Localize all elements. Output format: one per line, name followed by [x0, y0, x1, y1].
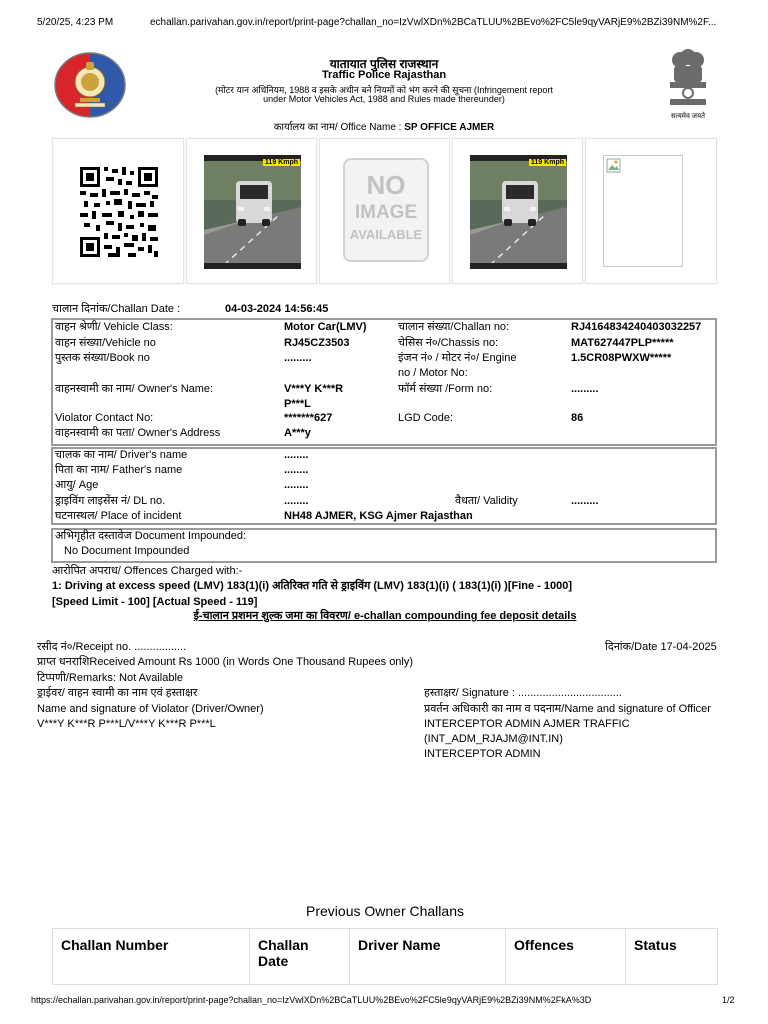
engine-label-1: इंजन नं० / मोटर नं०/ Engine — [398, 352, 517, 364]
remarks: टिप्पणी/Remarks: Not Available — [37, 672, 184, 684]
no-image-text-2: IMAGE — [354, 202, 418, 223]
father-name-label: पिता का नाम/ Father's name — [55, 464, 183, 476]
owner-name-value-2: P***L — [284, 398, 311, 410]
age-value: ........ — [284, 479, 309, 491]
contact-value: *******627 — [284, 412, 333, 424]
officer-name-3: INTERCEPTOR ADMIN — [424, 748, 541, 760]
previous-challans-title: Previous Owner Challans — [306, 903, 464, 919]
no-image-placeholder — [343, 158, 429, 262]
offences-label: आरोपित अपराध/ Offences Charged with:- — [52, 565, 243, 577]
owner-address-label: वाहनस्वामी का पता/ Owner's Address — [55, 427, 221, 439]
col-driver-name: Driver Name — [350, 929, 506, 985]
camera-photo-2 — [470, 155, 567, 269]
officer-name-2: (INT_ADM_RJAJM@INT.IN) — [424, 733, 563, 745]
print-datetime: 5/20/25, 4:23 PM — [37, 17, 114, 28]
vehicle-no-label: वाहन संख्या/Vehicle no — [55, 337, 156, 349]
speed-overlay-1: 119 Kmph — [264, 159, 298, 166]
chassis-label: चेसिस नं०/Chassis no: — [398, 337, 499, 349]
engine-value: 1.5CR08PWXW***** — [571, 352, 672, 364]
no-image-card — [319, 138, 450, 284]
place-value: NH48 AJMER, KSG Ajmer Rajasthan — [284, 510, 473, 522]
contact-label: Violator Contact No: — [55, 412, 154, 424]
challan-date-label: चालान दिनांक/Challan Date : — [52, 303, 181, 315]
national-emblem-icon — [660, 48, 716, 110]
owner-address-value: A***y — [284, 427, 311, 439]
violator-signature-hindi: ड्राईवर/ वाहन स्वामी का नाम एवं हस्ताक्षर — [37, 687, 198, 699]
engine-label-2: no / Motor No: — [398, 367, 468, 379]
office-label: कार्यालय का नाम/ Office Name : — [273, 122, 405, 133]
previous-challans-table — [52, 928, 718, 985]
print-url: echallan.parivahan.gov.in/report/print-page?challan_no=IzVwlXDn%2BCaTLUU%2BEvo%2FC5le9qyVARjE9%2BZi39NM%2F... — [150, 17, 717, 28]
chassis-value: MAT627447PLP***** — [571, 337, 674, 349]
received-amount: प्राप्त धनराशिReceived Amount Rs 1000 (in Words One Thousand Rupees only) — [37, 656, 414, 668]
office-name — [150, 119, 618, 133]
receipt-date: दिनांक/Date 17-04-2025 — [605, 641, 717, 653]
title-hindi: यातायात पुलिस राजस्थान — [329, 57, 439, 71]
col-challan-number: Challan Number — [53, 929, 250, 985]
broken-image-icon — [603, 155, 683, 267]
book-no-value: ......... — [284, 352, 312, 364]
impound-label: अभिगृहीत दस्तावेज Document Impounded: — [55, 530, 247, 542]
validity-label: वैधता/ Validity — [455, 495, 518, 507]
challan-no-label: चालान संख्या/Challan no: — [398, 321, 510, 333]
title-english: Traffic Police Rajasthan — [321, 69, 447, 81]
col-challan-date: Challan Date — [250, 929, 350, 985]
broken-image-card — [585, 138, 717, 284]
camera-photo-1 — [204, 155, 301, 269]
qr-code-icon — [80, 167, 158, 257]
violator-name: V***Y K***R P***L/V***Y K***R P***L — [37, 718, 216, 730]
speed-overlay-2: 119 Kmph — [530, 159, 564, 166]
owner-name-value-1: V***Y K***R — [284, 383, 344, 395]
officer-signature-label: प्रवर्तन अधिकारी का नाम व पदनाम/Name and signature of Officer — [424, 703, 711, 715]
emblem-caption: सत्यमेव जयते — [670, 113, 706, 120]
book-no-label: पुस्तक संख्या/Book no — [55, 352, 150, 364]
offence-line-2: [Speed Limit - 100] [Actual Speed - 119] — [52, 596, 258, 608]
camera-photo-card-1 — [186, 138, 317, 284]
offence-line-1: 1: Driving at excess speed (LMV) 183(1)(i) अतिरिक्त गति से ड्राइविंग (LMV) 183(1)(i) ( 183(1)(i) )[Fine - 1000] — [52, 580, 573, 592]
print-footer-url: https://echallan.parivahan.gov.in/report/print-page?challan_no=IzVwlXDn%2BCaTLUU%2BEvo%2FC5le9qyVARjE9%2BZi39NM%2FkA%3D — [31, 995, 592, 1005]
col-status: Status — [626, 929, 718, 985]
challan-no-value: RJ4164834240403032257 — [571, 321, 702, 333]
office-value: SP OFFICE AJMER — [404, 122, 495, 133]
dl-no-value: ........ — [284, 495, 309, 507]
rajasthan-police-logo — [53, 52, 127, 118]
subtitle-line-1: (मोटर यान अधिनियम, 1988 व इसके अधीन बने नियमों को भंग करने की सूचना (Infringement report — [215, 85, 553, 95]
driver-name-label: चालक का नाम/ Driver's name — [55, 449, 188, 461]
camera-photo-card-2 — [452, 138, 583, 284]
no-image-text-3: AVAILABLE — [349, 227, 423, 242]
age-label: आयु/ Age — [55, 479, 99, 491]
violator-signature-english: Name and signature of Violator (Driver/Owner) — [37, 703, 264, 715]
vehicle-class-value: Motor Car(LMV) — [284, 321, 367, 333]
vehicle-no-value: RJ45CZ3503 — [284, 337, 350, 349]
lgd-code-label: LGD Code: — [398, 412, 454, 424]
challan-date-value: 04-03-2024 14:56:45 — [225, 303, 329, 315]
validity-value: ......... — [571, 495, 599, 507]
owner-name-label: वाहनस्वामी का नाम/ Owner's Name: — [55, 383, 214, 395]
form-no-value: ......... — [571, 383, 599, 395]
dl-no-label: ड्राइविंग लाइसेंस नं/ DL no. — [55, 495, 166, 507]
print-page-number: 1/2 — [722, 995, 735, 1005]
driver-name-value: ........ — [284, 449, 309, 461]
subtitle-line-2: under Motor Vehicles Act, 1988 and Rules made thereunder) — [263, 94, 505, 104]
no-image-text-1: NO — [366, 170, 406, 200]
qr-code-card — [52, 138, 184, 284]
signature-label: हस्ताक्षर/ Signature : .................................. — [424, 687, 622, 699]
vehicle-class-label: वाहन श्रेणी/ Vehicle Class: — [55, 321, 173, 333]
impound-value: No Document Impounded — [64, 545, 190, 557]
receipt-no: रसीद नं०/Receipt no. ................. — [37, 641, 187, 653]
father-name-value: ........ — [284, 464, 309, 476]
col-offences: Offences — [506, 929, 626, 985]
lgd-code-value: 86 — [571, 412, 584, 424]
place-label: घटनास्थल/ Place of incident — [55, 510, 182, 522]
deposit-heading: ई-चालान प्रशमन शुल्क जमा का विवरण/ e-challan compounding fee deposit details — [193, 610, 577, 622]
form-no-label: फॉर्म संख्या /Form no: — [398, 383, 493, 395]
officer-name-1: INTERCEPTOR ADMIN AJMER TRAFFIC — [424, 718, 630, 730]
